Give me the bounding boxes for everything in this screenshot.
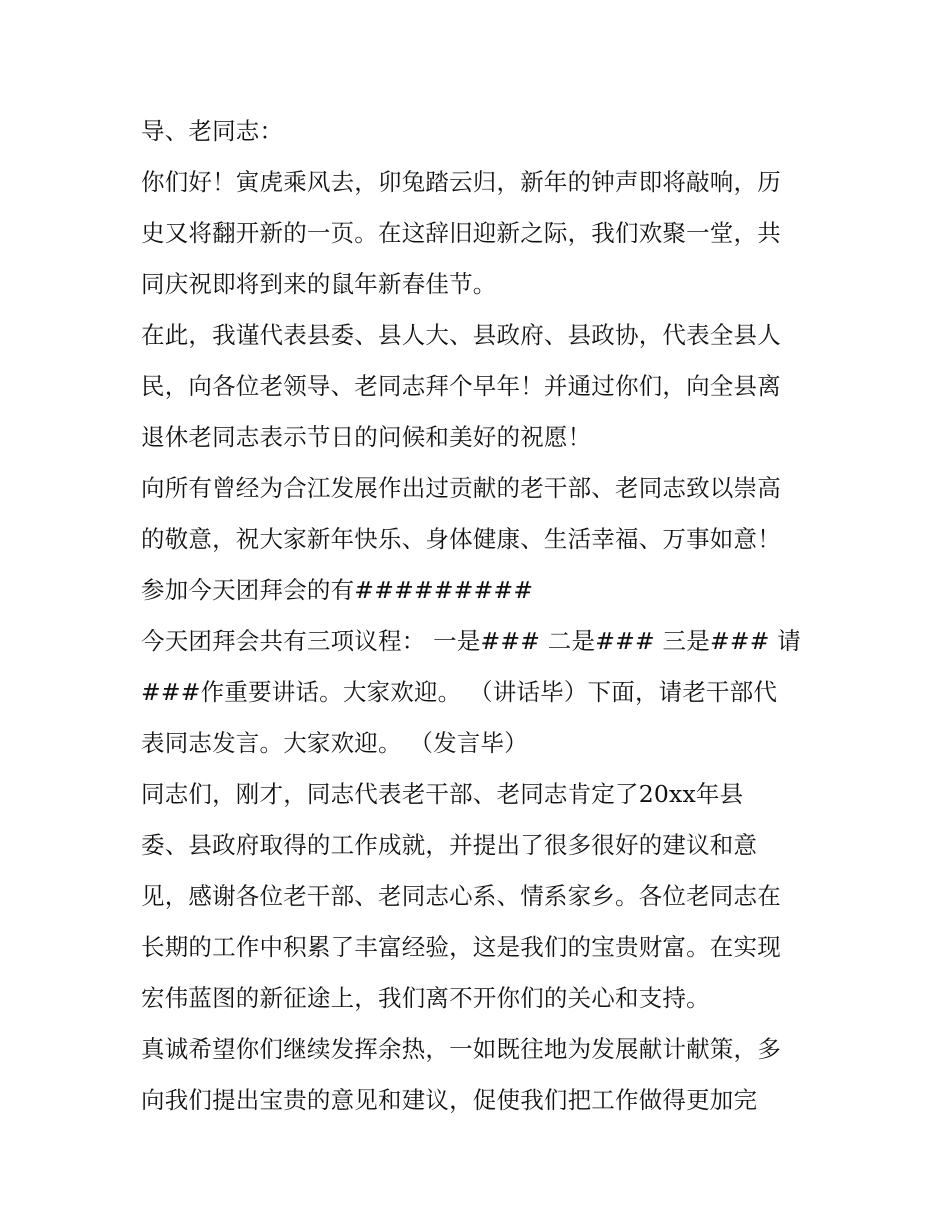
text-line: 导、老同志： xyxy=(141,117,284,145)
text-line: 委、县政府取得的工作成就，并提出了很多很好的建议和意 xyxy=(141,831,758,859)
text-line: 同志们，刚才，同志代表老干部、老同志肯定了20xx年县 xyxy=(141,780,744,808)
text-line: 宏伟蓝图的新征途上，我们离不开你们的关心和支持。 xyxy=(141,984,710,1012)
document-body xyxy=(141,106,831,1126)
text-line: 退休老同志表示节日的问候和美好的祝愿！ xyxy=(141,423,592,451)
text-line: 同庆祝即将到来的鼠年新春佳节。 xyxy=(141,270,497,298)
text-line: 你们好！寅虎乘风去，卯兔踏云归，新年的钟声即将敲响，历 xyxy=(141,168,781,196)
text-line: 在此，我谨代表县委、县人大、县政府、县政协，代表全县人 xyxy=(141,321,781,349)
text-line: ###作重要讲话。大家欢迎。 （讲话毕）下面，请老干部代 xyxy=(141,678,778,706)
text-line: 今天团拜会共有三项议程： 一是### 二是### 三是### 请 xyxy=(141,627,801,655)
text-line: 民，向各位老领导、老同志拜个早年！并通过你们，向全县离 xyxy=(141,372,781,400)
text-line: 见，感谢各位老干部、老同志心系、情系家乡。各位老同志在 xyxy=(141,882,781,910)
text-line: 真诚希望你们继续发挥余热，一如既往地为发展献计献策，多 xyxy=(141,1035,781,1063)
text-line: 向所有曾经为合江发展作出过贡献的老干部、老同志致以崇高 xyxy=(141,474,781,502)
text-line: 的敬意，祝大家新年快乐、身体健康、生活幸福、万事如意！ xyxy=(141,525,781,553)
text-line: 参加今天团拜会的有######### xyxy=(141,576,534,604)
text-line: 史又将翻开新的一页。在这辞旧迎新之际，我们欢聚一堂，共 xyxy=(141,219,781,247)
text-line: 向我们提出宝贵的意见和建议，促使我们把工作做得更加完 xyxy=(141,1086,758,1114)
text-line: 长期的工作中积累了丰富经验，这是我们的宝贵财富。在实现 xyxy=(141,933,781,961)
text-line: 表同志发言。大家欢迎。 （发言毕） xyxy=(141,729,528,757)
